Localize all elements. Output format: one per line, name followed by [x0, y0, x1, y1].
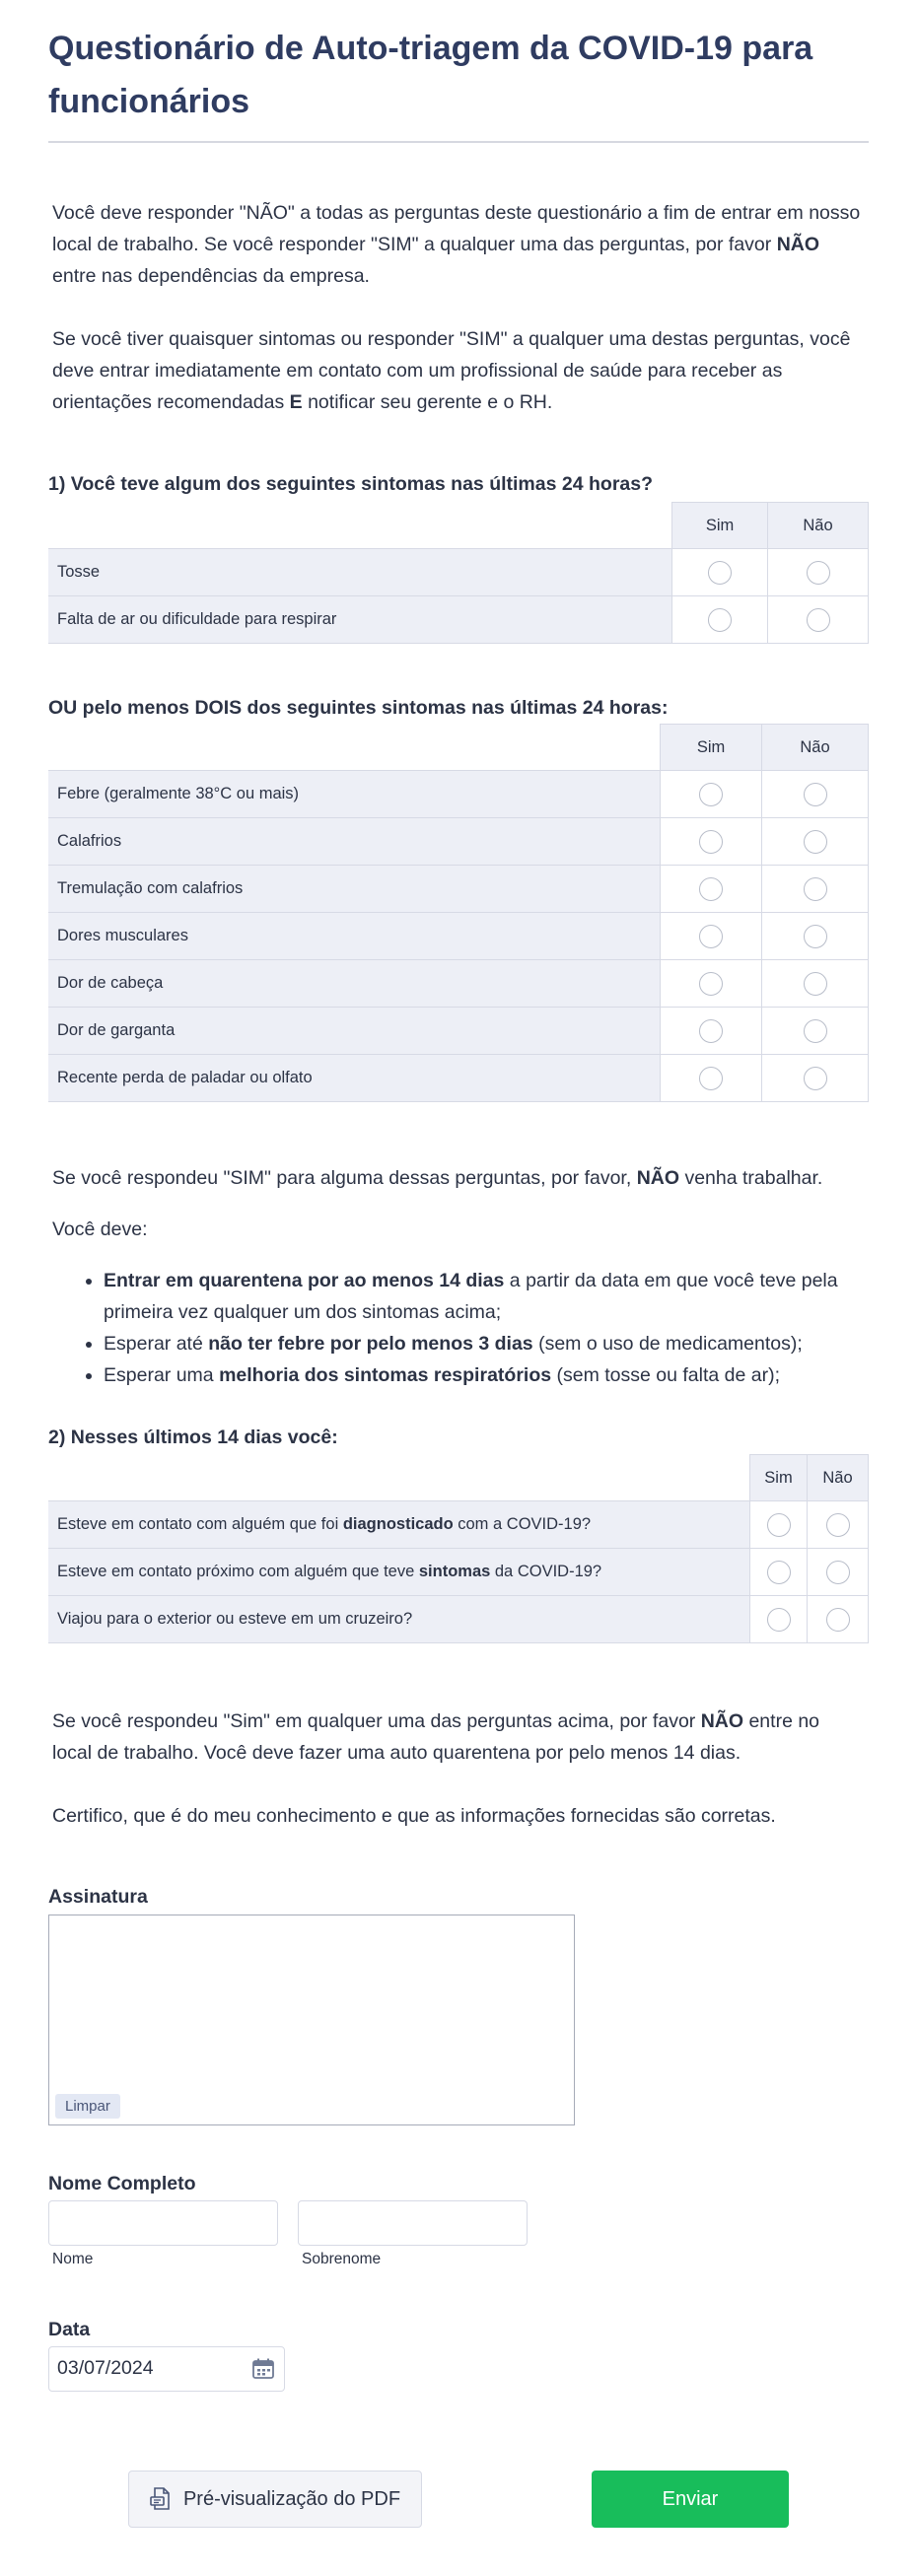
radio-cell[interactable]: [762, 866, 869, 913]
matrix-row: [48, 1008, 869, 1055]
row-label: Calafrios: [48, 818, 661, 866]
matrix-corner: [48, 1455, 750, 1501]
radio-cell[interactable]: [808, 1596, 869, 1643]
fullname-label: Nome Completo: [48, 2173, 196, 2194]
list-item-text: (sem tosse ou falta de ar);: [551, 1364, 781, 1386]
date-label: Data: [48, 2319, 91, 2340]
submit-button[interactable]: Enviar: [592, 2471, 789, 2528]
radio-cell[interactable]: [808, 1549, 869, 1596]
radio-cell[interactable]: [672, 596, 768, 644]
instructions-line-1-text: Se você respondeu "SIM" para alguma dessas perguntas, por favor,: [52, 1167, 637, 1189]
radio-cell[interactable]: [762, 1008, 869, 1055]
radio-cell[interactable]: [672, 549, 768, 596]
radio-nao[interactable]: [804, 972, 827, 996]
list-item-text: Esperar até: [104, 1333, 209, 1355]
column-header-nao: Não: [808, 1455, 869, 1501]
row-label: Tosse: [48, 549, 672, 596]
radio-nao[interactable]: [826, 1513, 850, 1537]
list-item-text: (sem o uso de medicamentos);: [532, 1333, 803, 1355]
intro-p2-text-end: notificar seu gerente e o RH.: [302, 391, 553, 413]
radio-cell[interactable]: [661, 960, 762, 1008]
question-1b-label: OU pelo menos DOIS dos seguintes sintomas nas últimas 24 horas:: [48, 697, 669, 719]
radio-cell[interactable]: [661, 1008, 762, 1055]
matrix-row: [48, 1596, 869, 1643]
instructions-line-1-end: venha trabalhar.: [679, 1167, 823, 1189]
outro-p1-bold: NÃO: [700, 1710, 744, 1732]
row-label: Falta de ar ou dificuldade para respirar: [48, 596, 672, 644]
radio-nao[interactable]: [807, 608, 830, 632]
last-name-input[interactable]: [298, 2200, 528, 2246]
first-name-sublabel: Nome: [52, 2251, 94, 2267]
intro-paragraph-1: [52, 197, 861, 292]
radio-nao[interactable]: [826, 1608, 850, 1632]
matrix-row: [48, 1549, 869, 1596]
row-label-text: Esteve em contato próximo com alguém que teve: [57, 1563, 419, 1580]
last-name-sublabel: Sobrenome: [302, 2251, 382, 2267]
matrix-row: [48, 1501, 869, 1549]
list-item-bold: Entrar em quarentena por ao menos 14 dias: [104, 1270, 505, 1291]
signature-label: Assinatura: [48, 1886, 148, 1908]
radio-nao[interactable]: [804, 783, 827, 806]
instructions-list: [104, 1265, 853, 1391]
question-2-label: 2) Nesses últimos 14 dias você:: [48, 1427, 338, 1448]
radio-sim[interactable]: [708, 561, 732, 585]
radio-sim[interactable]: [699, 1019, 723, 1043]
signature-clear-button[interactable]: Limpar: [55, 2094, 120, 2119]
title-divider: [48, 141, 869, 143]
matrix-row: [48, 596, 869, 644]
intro-p1-bold: NÃO: [776, 234, 820, 255]
radio-cell[interactable]: [768, 596, 869, 644]
list-item-text: a partir da data em que você teve pela primeira vez qualquer um dos sintomas acima;: [104, 1270, 838, 1323]
question-1-label: 1) Você teve algum dos seguintes sintomas nas últimas 24 horas?: [48, 473, 654, 495]
outro-paragraph-2: Certifico, que é do meu conhecimento e que as informações fornecidas são corretas.: [52, 1805, 776, 1827]
row-label-text: Esteve em contato com alguém que foi: [57, 1515, 343, 1533]
row-label: Febre (geralmente 38°C ou mais): [48, 771, 661, 818]
form-title: Questionário de Auto-triagem da COVID-19 para funcionários: [48, 30, 813, 120]
first-name-input[interactable]: [48, 2200, 278, 2246]
radio-sim[interactable]: [699, 830, 723, 854]
question-1b-matrix: [48, 724, 869, 1102]
instructions-line-1: [52, 1162, 861, 1194]
pdf-preview-label: Pré-visualização do PDF: [182, 2487, 401, 2510]
row-label-text: da COVID-19?: [490, 1563, 602, 1580]
list-item: [104, 1328, 853, 1359]
intro-text: [52, 197, 861, 418]
radio-cell[interactable]: [661, 866, 762, 913]
row-label-bold: diagnosticado: [342, 1515, 454, 1533]
column-header-sim: Sim: [750, 1455, 808, 1501]
outro-text: [52, 1706, 861, 1832]
instructions-text: [52, 1162, 861, 1245]
matrix-row: [48, 1055, 869, 1102]
radio-cell[interactable]: [661, 913, 762, 960]
question-1-matrix: [48, 502, 869, 644]
column-header-sim: Sim: [672, 503, 768, 549]
radio-sim[interactable]: [767, 1608, 791, 1632]
radio-sim[interactable]: [699, 1067, 723, 1090]
radio-cell[interactable]: [661, 1055, 762, 1102]
matrix-corner: [48, 503, 672, 549]
radio-cell[interactable]: [750, 1501, 808, 1549]
intro-p1-text-end: entre nas dependências da empresa.: [52, 265, 370, 287]
matrix-row: [48, 866, 869, 913]
matrix-row: [48, 913, 869, 960]
row-label: Tremulação com calafrios: [48, 866, 661, 913]
outro-p1-text-end: entre no local de trabalho. Você deve fazer uma auto quarentena por pelo menos 14 dias.: [52, 1710, 820, 1764]
row-label: [48, 1596, 750, 1643]
radio-cell[interactable]: [762, 1055, 869, 1102]
radio-cell[interactable]: [750, 1549, 808, 1596]
date-input[interactable]: [48, 2346, 285, 2392]
list-item-text: Esperar uma: [104, 1364, 220, 1386]
intro-paragraph-2: [52, 323, 861, 418]
radio-cell[interactable]: [762, 818, 869, 866]
radio-sim[interactable]: [699, 783, 723, 806]
radio-cell[interactable]: [661, 771, 762, 818]
radio-sim[interactable]: [699, 877, 723, 901]
row-label: [48, 1501, 750, 1549]
instructions-line-1-bold: NÃO: [636, 1167, 680, 1189]
column-header-sim: Sim: [661, 725, 762, 771]
radio-cell[interactable]: [661, 818, 762, 866]
intro-p1-text: Você deve responder "NÃO" a todas as perguntas deste questionário a fim de entrar em nosso local de trabalho. Se você responder "SIM" a qualquer uma das perguntas, por favor: [52, 202, 861, 255]
outro-paragraph-1: [52, 1706, 861, 1769]
radio-nao[interactable]: [804, 830, 827, 854]
matrix-row: [48, 549, 869, 596]
radio-nao[interactable]: [826, 1561, 850, 1584]
radio-cell[interactable]: [808, 1501, 869, 1549]
radio-nao[interactable]: [804, 1019, 827, 1043]
radio-cell[interactable]: [762, 913, 869, 960]
calendar-icon[interactable]: [252, 2358, 274, 2379]
matrix-row: [48, 818, 869, 866]
radio-sim[interactable]: [767, 1561, 791, 1584]
matrix-row: [48, 771, 869, 818]
radio-cell[interactable]: [762, 960, 869, 1008]
outro-p1-text: Se você respondeu "Sim" em qualquer uma das perguntas acima, por favor: [52, 1710, 701, 1732]
column-header-nao: Não: [768, 503, 869, 549]
row-label: Dores musculares: [48, 913, 661, 960]
row-label: [48, 1549, 750, 1596]
radio-sim[interactable]: [767, 1513, 791, 1537]
list-item: [104, 1359, 853, 1391]
list-item: [104, 1265, 853, 1328]
document-icon: [150, 2487, 172, 2511]
row-label: Dor de garganta: [48, 1008, 661, 1055]
instructions-line-2: Você deve:: [52, 1218, 148, 1240]
signature-pad[interactable]: [48, 1915, 575, 2125]
question-2-matrix: [48, 1454, 869, 1643]
date-value: 03/07/2024: [57, 2357, 154, 2379]
radio-nao[interactable]: [804, 1067, 827, 1090]
row-label: Dor de cabeça: [48, 960, 661, 1008]
row-label: Recente perda de paladar ou olfato: [48, 1055, 661, 1102]
row-label-text: com a COVID-19?: [453, 1515, 592, 1533]
radio-nao[interactable]: [804, 877, 827, 901]
row-label-text: Viajou para o exterior ou esteve em um cruzeiro?: [57, 1610, 413, 1628]
column-header-nao: Não: [762, 725, 869, 771]
list-item-bold: não ter febre por pelo menos 3 dias: [208, 1333, 533, 1355]
radio-nao[interactable]: [807, 561, 830, 585]
intro-p2-text: Se você tiver quaisquer sintomas ou responder "SIM" a qualquer uma destas perguntas, você deve entrar imediatamente em contato com um profissional de saúde para receber as orientações recomendadas: [52, 328, 851, 413]
radio-sim[interactable]: [699, 925, 723, 948]
list-item-bold: melhoria dos sintomas respiratórios: [219, 1364, 552, 1386]
radio-sim[interactable]: [699, 972, 723, 996]
radio-cell[interactable]: [750, 1596, 808, 1643]
radio-sim[interactable]: [708, 608, 732, 632]
radio-cell[interactable]: [762, 771, 869, 818]
row-label-bold: sintomas: [418, 1563, 491, 1580]
radio-nao[interactable]: [804, 925, 827, 948]
radio-cell[interactable]: [768, 549, 869, 596]
matrix-row: [48, 960, 869, 1008]
pdf-preview-button[interactable]: [128, 2471, 422, 2528]
matrix-corner: [48, 725, 661, 771]
intro-p2-bold: E: [289, 391, 303, 413]
